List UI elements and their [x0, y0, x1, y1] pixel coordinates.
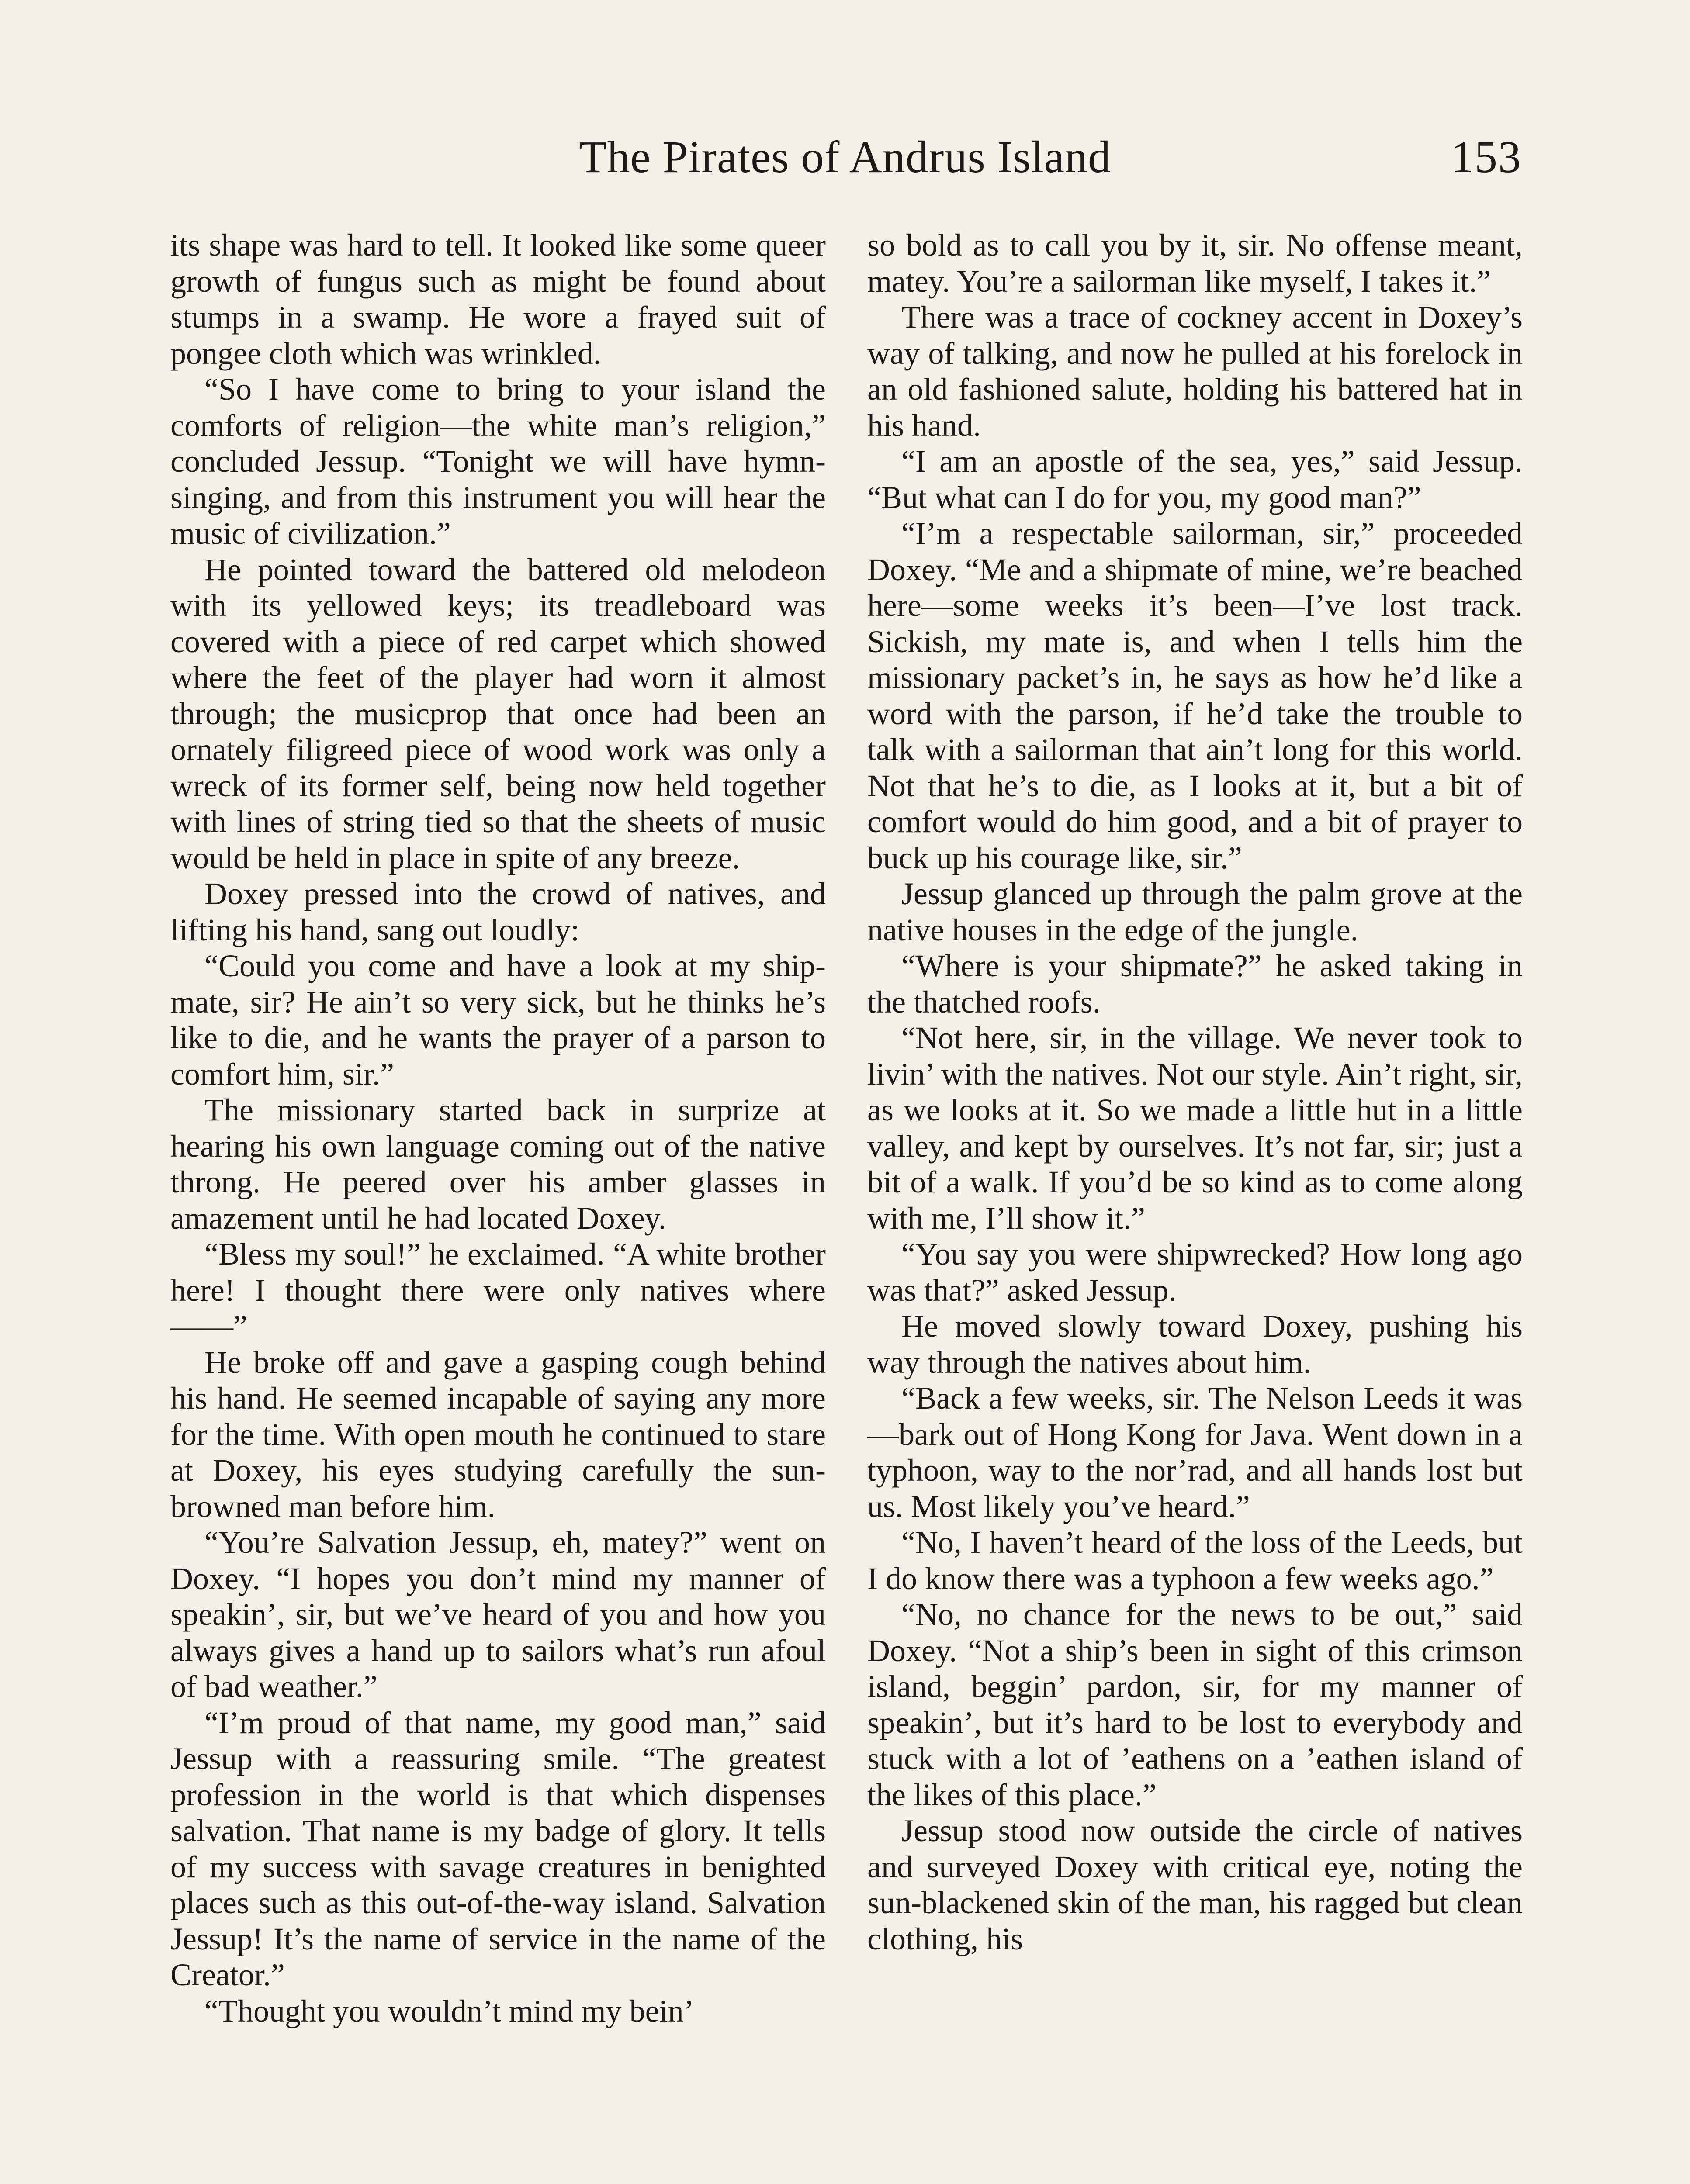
- paragraph: “No, I haven’t heard of the loss of the Leeds, but I do know there was a typhoon a few weeks ago.”: [867, 1525, 1523, 1596]
- page-number: 153: [1451, 132, 1522, 182]
- paragraph: The missionary started back in surprize at hearing his own language coming out of the native throng. He peered over his amber glasses in amazement until he had located Doxey.: [170, 1092, 826, 1236]
- paragraph: “Bless my soul!” he exclaimed. “A white brother here! I thought there were only natives where ——”: [170, 1237, 826, 1344]
- right-column: [867, 227, 1523, 1957]
- paragraph: its shape was hard to tell. It looked like some queer growth of fungus such as might be found about stumps in a swamp. He wore a frayed suit of pongee cloth which was wrinkled.: [170, 228, 826, 371]
- paragraph: Jessup stood now outside the circle of natives and surveyed Doxey with critical eye, noting the sun-blackened skin of the man, his ragged but clean clothing, his: [867, 1813, 1523, 1956]
- paragraph: He pointed toward the battered old melodeon with its yellowed keys; its treadleboard was covered with a piece of red carpet which showed where the feet of the player had worn it almost through; the musicprop that once had been an ornately filigreed piece of wood work was only a wreck of its former self, being now held together with lines of string tied so that the sheets of music would be held in place in spite of any breeze.: [170, 552, 826, 875]
- paragraph: “So I have come to bring to your island the comforts of religion—the white man’s religion,” concluded Jessup. “Tonight we will have hymn-singing, and from this instrument you will hear the music of civilization.”: [170, 372, 826, 551]
- left-column: [170, 227, 826, 2029]
- running-title: The Pirates of Andrus Island: [578, 132, 1111, 182]
- paragraph: “I am an apostle of the sea, yes,” said Jessup. “But what can I do for you, my good man?”: [867, 444, 1523, 515]
- paragraph: There was a trace of cockney accent in Doxey’s way of talking, and now he pulled at his forelock in an old fashioned salute, holding his battered hat in his hand.: [867, 300, 1523, 443]
- paragraph: “Thought you wouldn’t mind my bein’: [204, 1993, 694, 2028]
- paragraph: “Where is your shipmate?” he asked taking in the thatched roofs.: [867, 948, 1523, 1019]
- paragraph: “No, no chance for the news to be out,” said Doxey. “Not a ship’s been in sight of this crimson island, beggin’ pardon, sir, for my manner of speakin’, but it’s hard to be lost to everybody and stuck with a lot of ’eathens on a ’eathen island of the likes of this place.”: [867, 1597, 1523, 1812]
- paragraph: “You say you were shipwrecked? How long ago was that?” asked Jessup.: [867, 1237, 1523, 1308]
- paragraph: “You’re Salvation Jessup, eh, matey?” went on Doxey. “I hopes you don’t mind my manner of speakin’, sir, but we’ve heard of you and how you always gives a hand up to sailors what’s run afoul of bad weather.”: [170, 1525, 826, 1704]
- paragraph: “I’m proud of that name, my good man,” said Jessup with a reassuring smile. “The greatest profession in the world is that which dispenses salvation. That name is my badge of glory. It tells of my success with savage creatures in benighted places such as this out-of-the-way island. Salvation Jessup! It’s the name of service in the name of the Creator.”: [170, 1705, 826, 1992]
- paragraph: “Back a few weeks, sir. The Nelson Leeds it was—bark out of Hong Kong for Java. Went down in a typhoon, way to the nor’rad, and all hands lost but us. Most likely you’ve heard.”: [867, 1381, 1523, 1524]
- paragraph: “Not here, sir, in the village. We never took to livin’ with the natives. Not our style. Ain’t right, sir, as we looks at it. So we made a little hut in a little valley, and kept by ourselves. It’s not far, sir; just a bit of a walk. If you’d be so kind as to come along with me, I’ll show it.”: [867, 1020, 1523, 1236]
- running-head: [168, 131, 1522, 197]
- paragraph: “I’m a respectable sailorman, sir,” proceeded Doxey. “Me and a shipmate of mine, we’re beached here—some weeks it’s been—I’ve lost track. Sickish, my mate is, and when I tells him the missionary packet’s in, he says as how he’d like a word with the parson, if he’d take the trouble to talk with a sailorman that ain’t long for this world. Not that he’s to die, as I looks at it, but a bit of comfort would do him good, and a bit of prayer to buck up his courage like, sir.”: [867, 516, 1523, 875]
- paragraph: Doxey pressed into the crowd of natives, and lifting his hand, sang out loudly:: [170, 876, 826, 947]
- paragraph: He moved slowly toward Doxey, pushing his way through the natives about him.: [867, 1309, 1523, 1380]
- paragraph: so bold as to call you by it, sir. No offense meant, matey. You’re a sailorman like myself, I takes it.”: [867, 228, 1523, 299]
- paragraph: “Could you come and have a look at my ship-mate, sir? He ain’t so very sick, but he thinks he’s like to die, and he wants the prayer of a parson to comfort him, sir.”: [170, 948, 826, 1092]
- paragraph: Jessup glanced up through the palm grove at the native houses in the edge of the jungle.: [867, 876, 1523, 947]
- paragraph: He broke off and gave a gasping cough behind his hand. He seemed incapable of saying any more for the time. With open mouth he continued to stare at Doxey, his eyes studying carefully the sun-browned man before him.: [170, 1344, 826, 1524]
